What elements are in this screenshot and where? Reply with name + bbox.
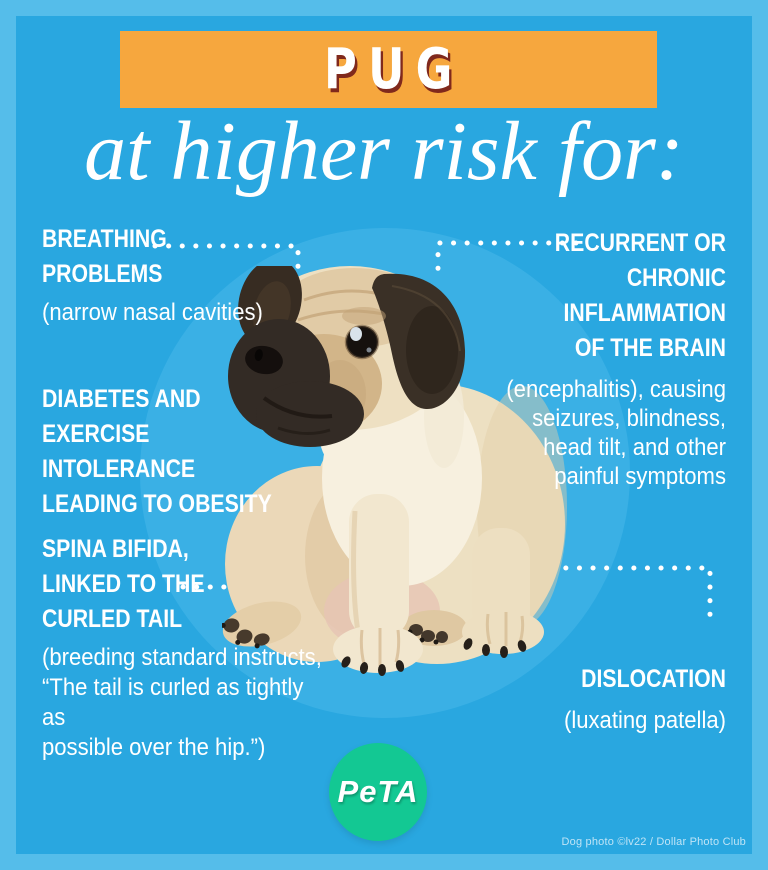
risk-brain-inflammation [396, 226, 726, 491]
risk-detail [422, 375, 726, 491]
risk-heading-line: LINKED TO THE [42, 570, 205, 598]
photo-credit: Dog photo ©lv22 / Dollar Photo Club [561, 836, 746, 848]
risk-heading [446, 662, 727, 697]
risk-detail-line: seizures, blindness, [532, 405, 726, 432]
risk-heading-line: LEADING TO OBESITY [42, 490, 272, 518]
peta-logo-text: PeTA [337, 774, 419, 809]
risk-heading-line: OF THE BRAIN [574, 334, 726, 362]
risk-detail [42, 298, 327, 328]
risk-detail [42, 643, 327, 763]
risk-heading-line: BREATHING [42, 225, 167, 253]
risk-detail-line: “The tail is curled as tightly as [42, 674, 304, 731]
risk-heading-line: SPINA BIFIDA, [42, 535, 189, 563]
risk-heading-line: INFLAMMATION [563, 299, 726, 327]
risk-heading-line: RECURRENT OR [554, 229, 726, 257]
risk-heading-line: CURLED TAIL [42, 605, 183, 633]
risk-heading [446, 226, 727, 366]
risk-heading [42, 382, 306, 522]
risk-spina-bifida [42, 532, 352, 763]
risk-diabetes-obesity [42, 382, 352, 522]
risk-heading-line: DISLOCATION [581, 665, 726, 693]
poster-title: at higher risk for: [84, 105, 684, 198]
risk-breathing-problems [42, 222, 352, 328]
risk-heading-line: CHRONIC [626, 264, 726, 292]
risk-detail-line: (luxating patella) [563, 707, 726, 734]
risk-heading-line: PROBLEMS [42, 260, 163, 288]
risk-detail-line: (encephalitis), causing [506, 376, 726, 403]
risk-detail-line: painful symptoms [554, 463, 726, 490]
risk-heading-line: EXERCISE INTOLERANCE [42, 420, 196, 483]
peta-logo [329, 743, 427, 841]
risk-heading-line: DIABETES AND [42, 385, 201, 413]
risk-detail-line: (narrow nasal cavities) [42, 299, 263, 326]
breed-name: PUG [324, 37, 464, 102]
risk-detail [422, 706, 726, 735]
risk-heading [42, 222, 306, 292]
risk-heading [42, 532, 306, 637]
risk-detail-line: (breeding standard instructs, [42, 644, 322, 671]
risk-detail-line: possible over the hip.”) [42, 734, 266, 761]
risk-dislocation [396, 662, 726, 735]
risk-detail-line: head tilt, and other [543, 434, 726, 461]
